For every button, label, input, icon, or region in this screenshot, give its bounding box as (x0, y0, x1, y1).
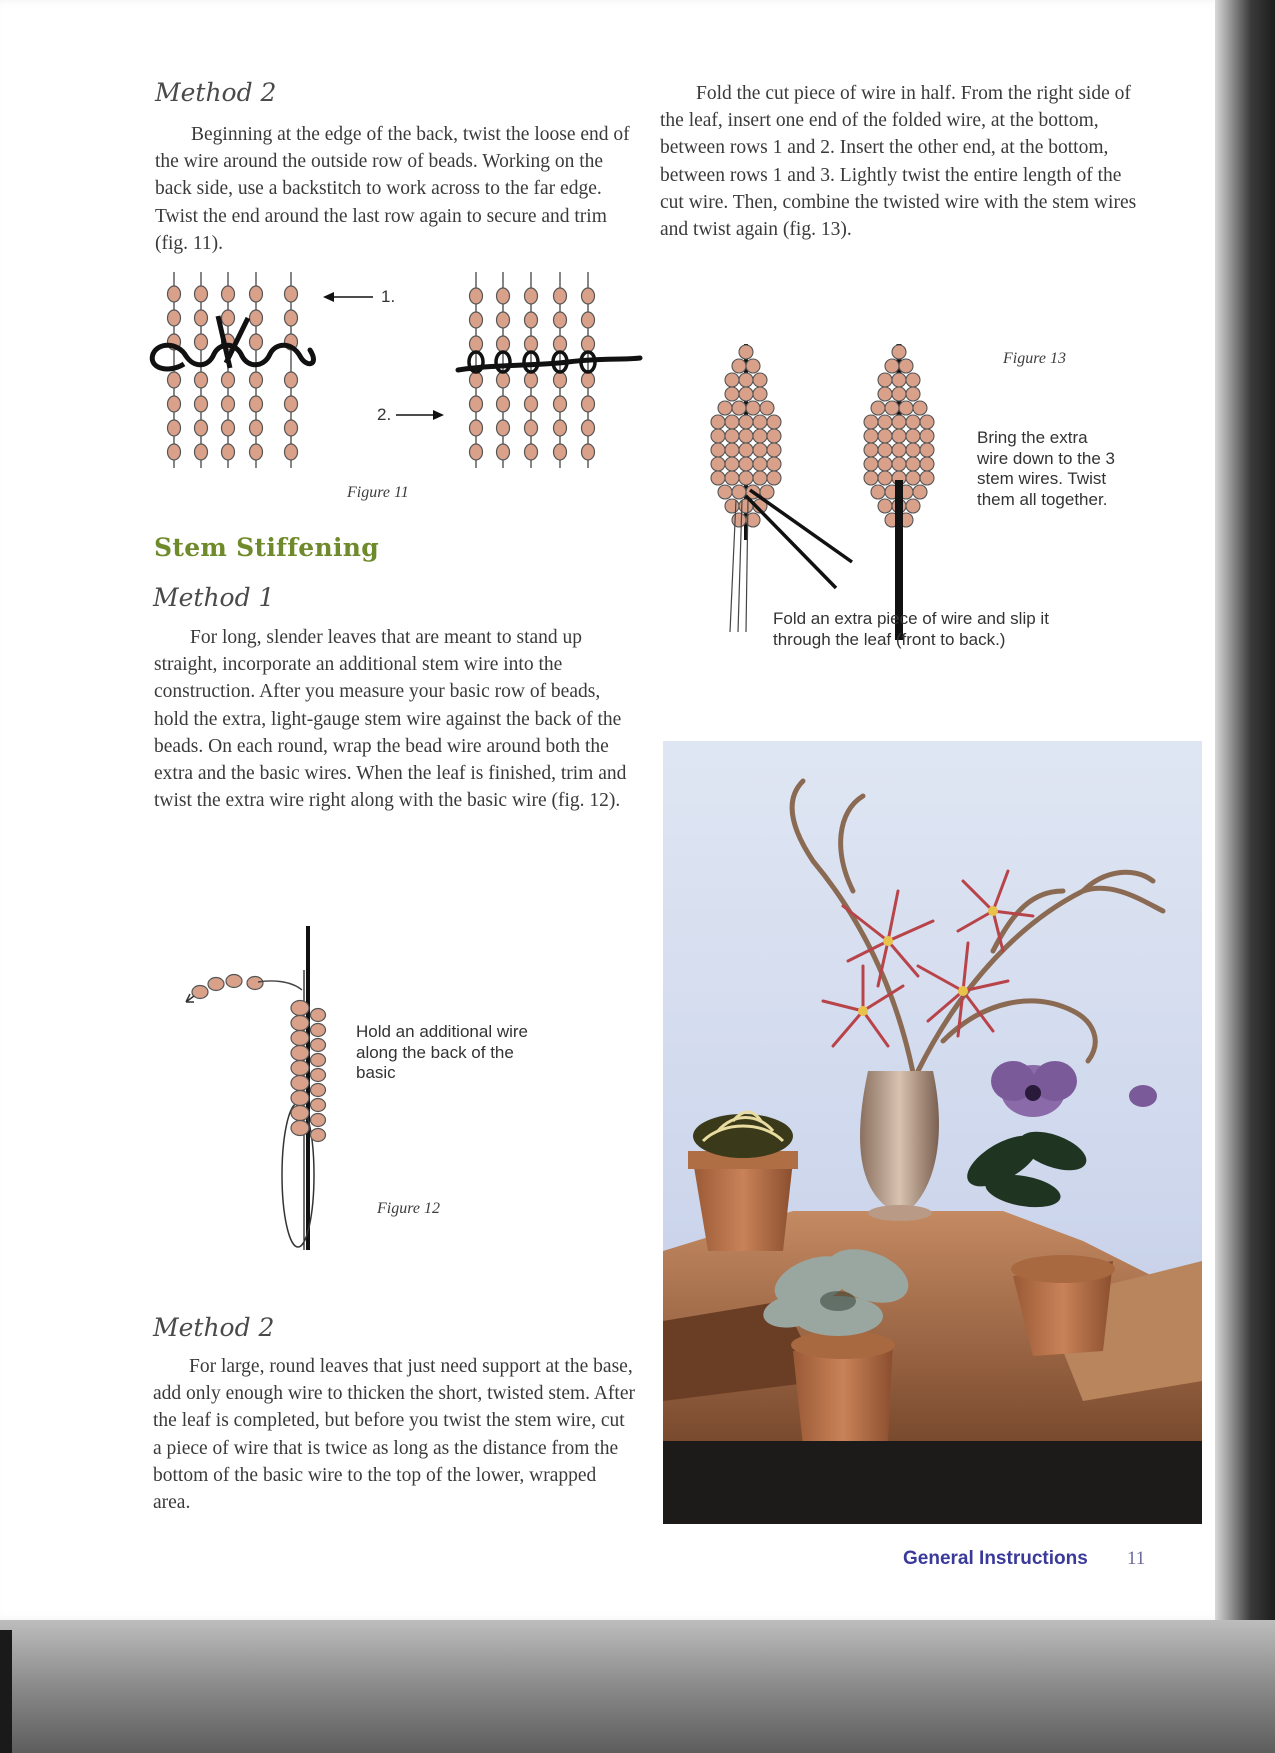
bead (767, 429, 781, 443)
bead (222, 444, 235, 460)
stem-stiffening-heading: Stem Stiffening (154, 533, 380, 562)
figure-12-caption: Figure 12 (377, 1200, 440, 1217)
bead (208, 978, 224, 991)
bead (753, 415, 767, 429)
bead (497, 372, 510, 388)
bead (725, 373, 739, 387)
bead (525, 420, 538, 436)
page-number: 11 (1127, 1548, 1146, 1569)
bead (291, 1031, 309, 1046)
bead (920, 415, 934, 429)
scan-edge-right (1215, 0, 1275, 1753)
bead (222, 310, 235, 326)
bead (718, 485, 732, 499)
bead (892, 429, 906, 443)
bead (711, 457, 725, 471)
bead (582, 420, 595, 436)
method1-paragraph: For long, slender leaves that are meant to stand up straight, incorporate an additional stem wire into the construction. After you measure your basic row of beads, hold the extra, light-gauge stem wire against the back of the beads. On each round, wrap the bead wire around both the extra and the basic wires. When the leaf is finished, trim and twist the extra wire right along with the basic wire (fig. 12). (154, 627, 627, 812)
bead (285, 444, 298, 460)
bead (470, 336, 483, 352)
figure-11-diagram (148, 268, 648, 478)
bead (168, 396, 181, 412)
bead (746, 401, 760, 415)
footer-section-title: General Instructions (903, 1548, 1088, 1569)
bead (739, 415, 753, 429)
bead (195, 372, 208, 388)
bead (732, 485, 746, 499)
bead (250, 334, 263, 350)
bead (753, 373, 767, 387)
bead (195, 444, 208, 460)
bead (250, 396, 263, 412)
bead (878, 471, 892, 485)
bead (906, 387, 920, 401)
bead (582, 372, 595, 388)
bead (767, 457, 781, 471)
bead (899, 401, 913, 415)
bead (878, 429, 892, 443)
bead (582, 336, 595, 352)
bead (885, 359, 899, 373)
bead (497, 396, 510, 412)
bead (739, 373, 753, 387)
arrow-2-head (433, 410, 444, 420)
bead (892, 387, 906, 401)
bead (470, 444, 483, 460)
bead (470, 372, 483, 388)
bead (582, 444, 595, 460)
bead (291, 1061, 309, 1076)
bead (725, 415, 739, 429)
bead (746, 359, 760, 373)
beaded-flowers-photo (663, 741, 1202, 1524)
bead (554, 312, 567, 328)
bead (753, 429, 767, 443)
bead (892, 443, 906, 457)
bead (470, 396, 483, 412)
bead (885, 401, 899, 415)
bead (311, 1054, 326, 1067)
bead (285, 310, 298, 326)
bead (725, 499, 739, 513)
bead (892, 345, 906, 359)
bead (470, 312, 483, 328)
bead (899, 359, 913, 373)
figure-12-label: Hold an additional wire along the back of the basic (356, 1022, 528, 1082)
bead (311, 1084, 326, 1097)
bead (291, 1091, 309, 1106)
bead (739, 457, 753, 471)
scan-edge-bottom (0, 1620, 1275, 1753)
bead (291, 1046, 309, 1061)
bead (168, 372, 181, 388)
bead (291, 1106, 309, 1121)
bead (753, 387, 767, 401)
bead (168, 286, 181, 302)
bead (226, 975, 242, 988)
bead (864, 457, 878, 471)
bead (470, 288, 483, 304)
bead (739, 387, 753, 401)
bead (168, 310, 181, 326)
bead (864, 443, 878, 457)
bead (864, 471, 878, 485)
bead (711, 415, 725, 429)
bead (711, 429, 725, 443)
bead (906, 429, 920, 443)
bead (739, 471, 753, 485)
bead (285, 420, 298, 436)
bead (554, 336, 567, 352)
bead (864, 429, 878, 443)
bead (871, 401, 885, 415)
bead (753, 443, 767, 457)
bead (878, 373, 892, 387)
method1-heading: Method 1 (153, 583, 275, 612)
bead (732, 401, 746, 415)
bead (878, 457, 892, 471)
bead (753, 471, 767, 485)
bead (195, 334, 208, 350)
bead (554, 396, 567, 412)
bead (222, 372, 235, 388)
bead (732, 359, 746, 373)
bead (739, 345, 753, 359)
stitched-wire (458, 358, 640, 370)
bead (195, 310, 208, 326)
bead (920, 457, 934, 471)
bead-wire (258, 981, 302, 990)
bead (311, 1009, 326, 1022)
bead (554, 444, 567, 460)
bead (311, 1129, 326, 1142)
bead (871, 485, 885, 499)
bead (497, 420, 510, 436)
bead (497, 336, 510, 352)
bead (906, 471, 920, 485)
scan-edge-corner (0, 1630, 12, 1753)
bead (250, 420, 263, 436)
bead (311, 1069, 326, 1082)
bead (250, 286, 263, 302)
bead (470, 420, 483, 436)
bead (725, 443, 739, 457)
bead (247, 977, 263, 990)
bead (222, 420, 235, 436)
method2-top-heading: Method 2 (155, 78, 277, 107)
bead (554, 288, 567, 304)
bead (878, 387, 892, 401)
bead (525, 372, 538, 388)
bead (732, 513, 746, 527)
bead (878, 499, 892, 513)
bead (497, 288, 510, 304)
bead (864, 415, 878, 429)
bead (582, 396, 595, 412)
bead (906, 443, 920, 457)
bead (168, 420, 181, 436)
bead (497, 312, 510, 328)
figure-13-caption: Figure 13 (1003, 350, 1066, 367)
bead (892, 373, 906, 387)
method2-bottom-paragraph: For large, round leaves that just need support at the base, add only enough wire to thicken the short, twisted stem. After the leaf is completed, but before you twist the stem wire, cut a piece of wire that is twice as long as the distance from the bottom of the basic wire to the top of the lower, wrapped area. (153, 1356, 635, 1514)
bead (920, 471, 934, 485)
bead (906, 457, 920, 471)
bead (168, 444, 181, 460)
bead (311, 1099, 326, 1112)
bead (725, 457, 739, 471)
bead (291, 1076, 309, 1091)
bead (525, 288, 538, 304)
bead (582, 288, 595, 304)
backstitch-wire-end (152, 354, 184, 369)
figure-11-label-1: 1. (381, 287, 396, 306)
bead (760, 401, 774, 415)
bead (285, 396, 298, 412)
bead (554, 420, 567, 436)
figure-12-diagram (180, 920, 360, 1260)
bead (920, 429, 934, 443)
figure-13-diagram (690, 340, 950, 640)
bead (913, 401, 927, 415)
method2-bottom-heading: Method 2 (153, 1313, 275, 1342)
bead (250, 372, 263, 388)
bead (753, 457, 767, 471)
bead (311, 1024, 326, 1037)
figure-13-label-right: Bring the extra wire down to the 3 stem wires. Twist them all together. (977, 428, 1115, 509)
bead (725, 429, 739, 443)
bead (250, 310, 263, 326)
figure-13-label-bottom: Fold an extra piece of wire and slip it through the leaf (front to back.) (773, 609, 1049, 649)
bead (285, 286, 298, 302)
bead (222, 286, 235, 302)
bead (767, 443, 781, 457)
bead (725, 387, 739, 401)
bead (920, 443, 934, 457)
bead (711, 443, 725, 457)
figure-11-label-2: 2. (377, 405, 392, 424)
bead (725, 471, 739, 485)
bead (711, 471, 725, 485)
bead (913, 485, 927, 499)
bead (195, 420, 208, 436)
method2-top-paragraph: Beginning at the edge of the back, twist the loose end of the wire around the outside row of beads. Working on the back side, use a backstitch to work across to the far edge. Twist the end around the last row again to secure and trim (fig. 11). (155, 124, 630, 254)
bead (525, 312, 538, 328)
bead (525, 444, 538, 460)
bead (291, 1121, 309, 1136)
bead (892, 415, 906, 429)
bead (739, 429, 753, 443)
bead (311, 1114, 326, 1127)
bead (525, 336, 538, 352)
bead (906, 499, 920, 513)
bead (582, 312, 595, 328)
bead (311, 1039, 326, 1052)
bead (906, 415, 920, 429)
bead (285, 372, 298, 388)
bead (767, 471, 781, 485)
right-column-paragraph: Fold the cut piece of wire in half. From the right side of the leaf, insert one end of the folded wire, at the bottom, between rows 1 and 2. Insert the other end, at the bottom, between rows 1 and 3. Lightly twist the entire length of the cut wire. Then, combine the twisted wire with the stem wires and twist again (fig. 13). (660, 83, 1137, 241)
bead (497, 444, 510, 460)
bead (878, 415, 892, 429)
bead (525, 396, 538, 412)
bead (222, 396, 235, 412)
bead (878, 443, 892, 457)
bead (554, 372, 567, 388)
bead (718, 401, 732, 415)
bead (195, 286, 208, 302)
bead (767, 415, 781, 429)
bead (195, 396, 208, 412)
bead (906, 373, 920, 387)
bead (892, 457, 906, 471)
arrow-1-head (323, 292, 334, 302)
bead (250, 444, 263, 460)
figure-11-caption: Figure 11 (347, 484, 409, 501)
bead (739, 443, 753, 457)
bead (291, 1016, 309, 1031)
bead (291, 1001, 309, 1016)
